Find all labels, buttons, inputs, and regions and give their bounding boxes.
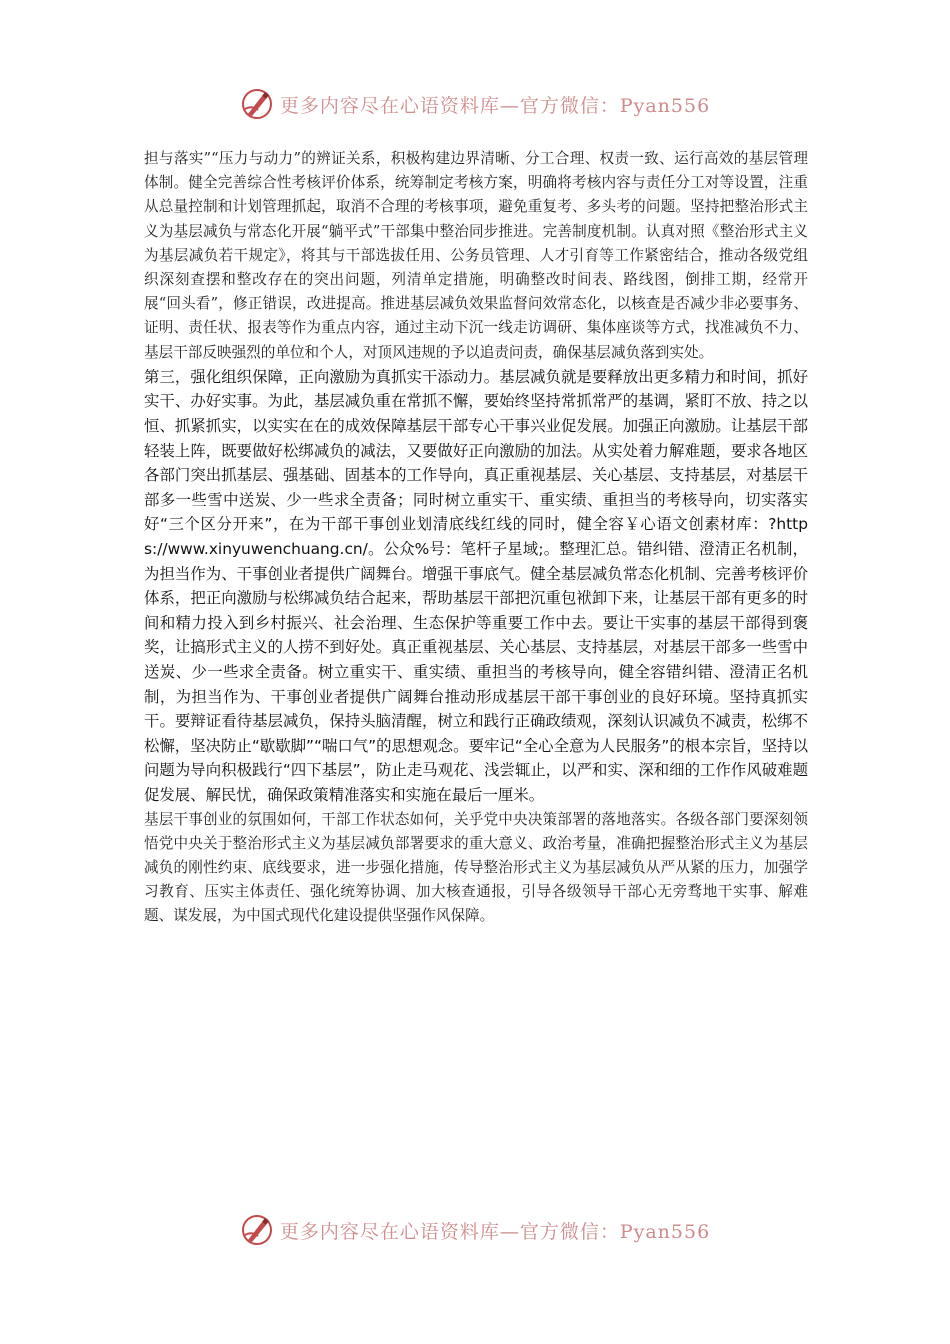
header-watermark xyxy=(0,84,950,124)
footer-watermark xyxy=(0,1210,950,1250)
header-watermark-text: 更多内容尽在心语资料库—官方微信：Pyan556 xyxy=(279,94,711,117)
paragraph-continuation: 担与落实”“压力与动力”的辨证关系，积极构建边界清晰、分工合理、权责一致、运行高效的基层管理体制。健全完善综合性考核评价体系，统筹制定考核方案，明确将考核内容与责任分工对等设置，注重从总量控制和计划管理抓起，取消不合理的考核事项，避免重复考、多头考的问题。坚持把整治形式主义为基层减负与常态化开展“躺平式”干部集中整治同步推进。完善制度机制。认真对照《整治形式主义为基层减负若干规定》，将其与干部选拔任用、公务员管理、人才引育等工作紧密结合，推动各级党组织深刻查摆和整改存在的突出问题，列清单定措施，明确整改时间表、路线图，倒排工期，经常开展“回头看”，修正错误，改进提高。推进基层减负效果监督问效常态化，以核查是否减少非必要事务、证明、责任状、报表等作为重点内容，通过主动下沉一线走访调研、集体座谈等方式，找准减负不力、基层干部反映强烈的单位和个人，对顶风违规的予以追责问责，确保基层减负落到实处。 xyxy=(144,150,808,361)
footer-watermark-text: 更多内容尽在心语资料库—官方微信：Pyan556 xyxy=(279,1220,711,1243)
document-body xyxy=(144,147,808,929)
pen-nib-logo-icon xyxy=(240,87,274,121)
paragraph-section-three: 第三，强化组织保障，正向激励为真抓实干添动力。基层减负就是要释放出更多精力和时间，抓好实干、办好实事。为此，基层减负重在常抓不懈，要始终坚持常抓常严的基调，紧盯不放、持之以恒、抓紧抓实，以实实在在的成效保障基层干部专心干事兴业促发展。加强正向激励。让基层干部轻装上阵，既要做好松绑减负的减法，又要做好正向激励的加法。从实处着力解难题，要求各地区各部门突出抓基层、强基础、固基本的工作导向，真正重视基层、关心基层、支持基层，对基层干部多一些雪中送炭、少一些求全责备；同时树立重实干、重实绩、重担当的考核导向，切实落实好“三个区分开来”，在为干部干事创业划清底线红线的同时，健全容￥心语文创素材库：?https://www.xinyuwenchuang.cn/。公众%号：笔杆子星域;。整理汇总。错纠错、澄清正名机制，为担当作为、干事创业者提供广阔舞台。增强干事底气。健全基层减负常态化机制、完善考核评价体系，把正向激励与松绑减负结合起来，帮助基层干部把沉重包袱卸下来，让基层干部有更多的时间和精力投入到乡村振兴、社会治理、生态保护等重要工作中去。要让干实事的基层干部得到褒奖，让搞形式主义的人捞不到好处。真正重视基层、关心基层、支持基层，对基层干部多一些雪中送炭、少一些求全责备。树立重实干、重实绩、重担当的考核导向，健全容错纠错、澄清正名机制，为担当作为、干事创业者提供广阔舞台推动形成基层干部干事创业的良好环境。坚持真抓实干。要辩证看待基层减负，保持头脑清醒，树立和践行正确政绩观，深刻认识减负不减责，松绑不松懈，坚决防止“歇歇脚”“喘口气”的思想观念。要牢记“全心全意为人民服务”的根本宗旨，坚持以问题为导向积极践行“四下基层”，防止走马观花、浅尝辄止，以严和实、深和细的工作作风破难题促发展、解民忧，确保政策精准落实和实施在最后一厘米。 xyxy=(144,367,808,804)
paragraph-conclusion: 基层干事创业的氛围如何，干部工作状态如何，关乎党中央决策部署的落地落实。各级各部门要深刻领悟党中央关于整治形式主义为基层减负部署要求的重大意义、政治考量，准确把握整治形式主义为基层减负的刚性约束、底线要求，进一步强化措施，传导整治形式主义为基层减负从严从紧的压力，加强学习教育、压实主体责任、强化统筹协调、加大核查通报，引导各级领导干部心无旁骛地干实事、解难题、谋发展，为中国式现代化建设提供坚强作风保障。 xyxy=(144,810,808,925)
pen-nib-logo-icon xyxy=(240,1213,274,1247)
